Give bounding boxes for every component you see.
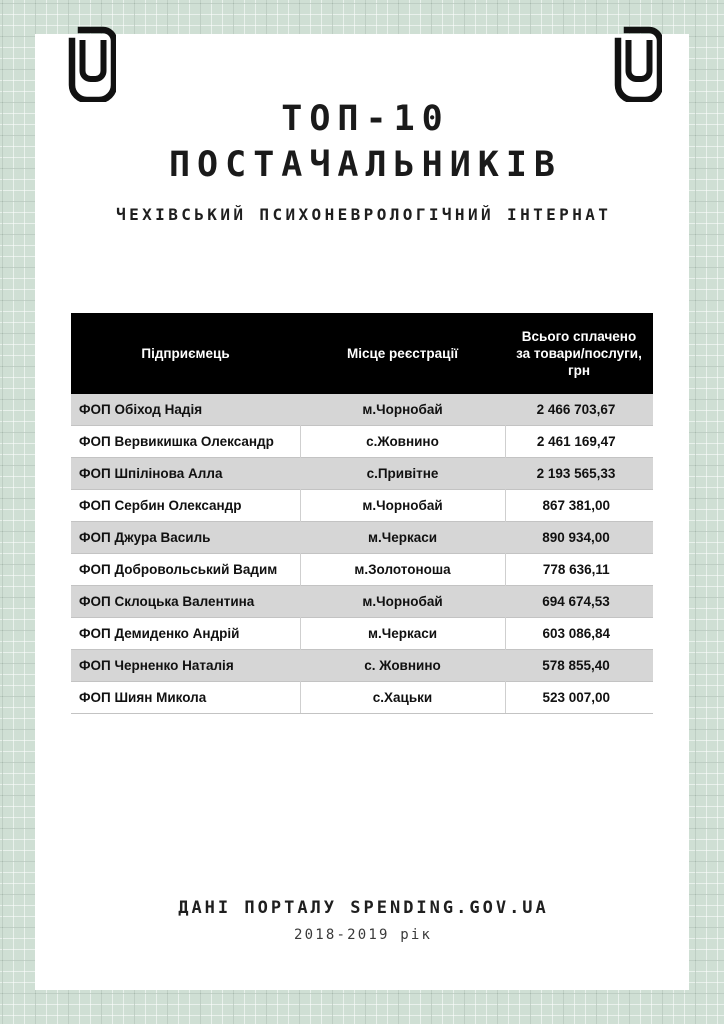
cell-place: м.Черкаси	[300, 618, 505, 650]
cell-entrepreneur: ФОП Джура Василь	[71, 522, 300, 554]
footer	[0, 898, 724, 943]
suppliers-table-container	[71, 313, 653, 714]
cell-total: 867 381,00	[505, 490, 653, 522]
column-header-total	[505, 313, 653, 394]
cell-entrepreneur: ФОП Вервикишка Олександр	[71, 426, 300, 458]
cell-place: с.Хацьки	[300, 682, 505, 714]
paperclip-icon	[614, 24, 662, 102]
suppliers-table	[71, 313, 653, 714]
cell-total: 523 007,00	[505, 682, 653, 714]
table-row	[71, 394, 653, 426]
table-row	[71, 586, 653, 618]
page-title	[0, 96, 724, 188]
column-header-total-line-1: Всього сплачено	[521, 329, 637, 344]
table-row	[71, 682, 653, 714]
title-line-2: ПОСТАЧАЛЬНИКІВ	[168, 145, 562, 185]
cell-entrepreneur: ФОП Склоцька Валентина	[71, 586, 300, 618]
cell-total: 694 674,53	[505, 586, 653, 618]
paperclip-icon	[68, 24, 116, 102]
column-header-total-line-2: за товари/послуги,	[516, 346, 642, 361]
cell-total: 603 086,84	[505, 618, 653, 650]
cell-place: м.Черкаси	[300, 522, 505, 554]
table-row	[71, 650, 653, 682]
table-row	[71, 490, 653, 522]
page-subtitle: ЧЕХІВСЬКИЙ ПСИХОНЕВРОЛОГІЧНИЙ ІНТЕРНАТ	[116, 205, 612, 224]
cell-entrepreneur: ФОП Обіход Надія	[79, 402, 203, 417]
cell-entrepreneur: ФОП Черненко Наталія	[71, 650, 300, 682]
cell-entrepreneur: ФОП Шиян Микола	[71, 682, 300, 714]
table-body	[71, 394, 653, 714]
cell-total: 2 466 703,67	[536, 402, 616, 417]
cell-total: 778 636,11	[505, 554, 653, 586]
table-head	[71, 313, 653, 394]
cell-entrepreneur: ФОП Демиденко Андрій	[71, 618, 300, 650]
column-header-entrepreneur-label: Підприємець	[141, 346, 230, 361]
column-header-place	[300, 313, 505, 394]
footer-source: ДАНІ ПОРТАЛУ SPENDING.GOV.UA	[178, 898, 549, 918]
cell-entrepreneur: ФОП Шпілінова Алла	[71, 458, 300, 490]
cell-place: м.Чорнобай	[300, 586, 505, 618]
column-header-entrepreneur	[71, 313, 300, 394]
cell-entrepreneur: ФОП Добровольський Вадим	[71, 554, 300, 586]
table-row	[71, 426, 653, 458]
cell-place: с.Привітне	[300, 458, 505, 490]
cell-total: 2 193 565,33	[505, 458, 653, 490]
column-header-total-line-3: грн	[567, 363, 591, 378]
table-row	[71, 554, 653, 586]
cell-place: м.Чорнобай	[362, 402, 443, 417]
cell-total: 890 934,00	[505, 522, 653, 554]
title-line-1: ТОП-10	[281, 99, 450, 139]
table-row	[71, 458, 653, 490]
cell-place: м.Чорнобай	[300, 490, 505, 522]
cell-total: 578 855,40	[505, 650, 653, 682]
cell-place: с.Жовнино	[300, 426, 505, 458]
table-row	[71, 522, 653, 554]
cell-total: 2 461 169,47	[505, 426, 653, 458]
table-row	[71, 618, 653, 650]
cell-place: м.Золотоноша	[300, 554, 505, 586]
cell-place: с. Жовнино	[300, 650, 505, 682]
column-header-place-label: Місце реєстрації	[347, 346, 458, 361]
footer-period: 2018-2019 рік	[294, 927, 433, 943]
cell-entrepreneur: ФОП Сербин Олександр	[71, 490, 300, 522]
table-header-row	[71, 313, 653, 394]
